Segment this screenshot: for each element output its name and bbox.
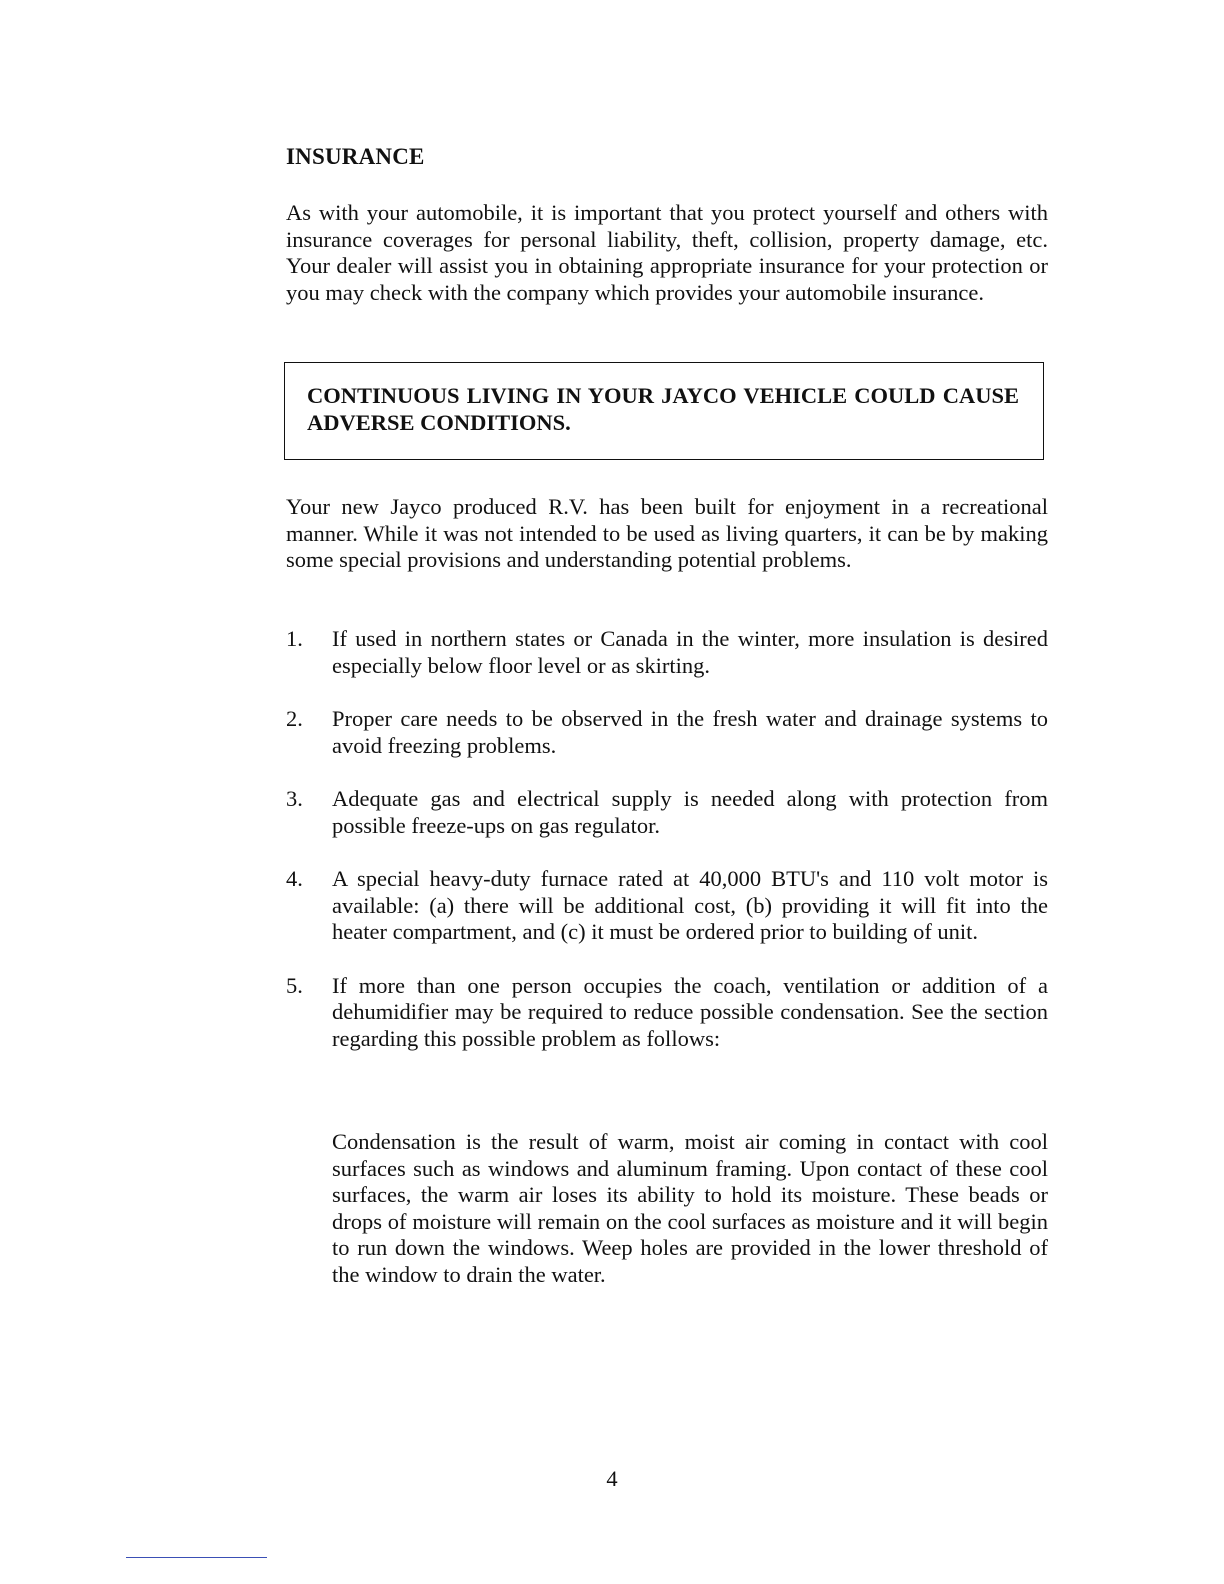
list-text: A special heavy-duty furnace rated at 40,000 BTU's and 110 volt motor is available: (a) there will be additional cost, (b) providing it will fit into the heater compartment, and (c) it must be ordered prior to building of unit. — [332, 866, 1048, 944]
list-number: 4. — [286, 866, 303, 891]
list-text: If more than one person occupies the coach, ventilation or addition of a dehumidifier may be required to reduce possible condensation. See the section regarding this possible problem as follows: — [332, 972, 1048, 1051]
list-item — [286, 866, 1048, 946]
list-number: 3. — [286, 786, 303, 811]
list-number: 5. — [286, 972, 303, 998]
list-item — [286, 786, 1048, 839]
page-number: 4 — [606, 1466, 618, 1491]
list-number: 1. — [286, 626, 303, 651]
insurance-paragraph: As with your automobile, it is important that you protect yourself and others with insurance coverages for personal liability, theft, collision, property damage, etc. Your dealer will assist you in obtaining appropriate insurance for your protection or you may check with the company which provides your automobile insurance. — [286, 200, 1048, 305]
list-item — [286, 626, 1048, 679]
list-number: 2. — [286, 706, 303, 731]
list-item — [286, 973, 1048, 1053]
living-paragraph: Your new Jayco produced R.V. has been built for enjoyment in a recreational manner. While it was not intended to be used as living quarters, it can be by making some special provisions and understanding potential problems. — [286, 494, 1048, 572]
list-item — [286, 706, 1048, 759]
list-text: Adequate gas and electrical supply is needed along with protection from possible freeze-ups on gas regulator. — [332, 786, 1048, 838]
warning-box — [284, 362, 1044, 460]
provisions-list — [286, 626, 1048, 1079]
warning-text: CONTINUOUS LIVING IN YOUR JAYCO VEHICLE COULD CAUSE ADVERSE CONDITIONS. — [307, 383, 1019, 435]
footer-rule — [126, 1557, 267, 1558]
list-text: Proper care needs to be observed in the fresh water and drainage systems to avoid freezing problems. — [332, 706, 1048, 758]
condensation-paragraph: Condensation is the result of warm, moist air coming in contact with cool surfaces such as windows and aluminum framing. Upon contact of these cool surfaces, the warm air loses its ability to hold its moisture. These beads or drops of moisture will remain on the cool surfaces as moisture and it will begin to run down the windows. Weep holes are provided in the lower threshold of the window to drain the water. — [332, 1129, 1048, 1287]
list-text: If used in northern states or Canada in the winter, more insulation is desired especially below floor level or as skirting. — [332, 626, 1048, 678]
section-heading: INSURANCE — [286, 144, 425, 169]
